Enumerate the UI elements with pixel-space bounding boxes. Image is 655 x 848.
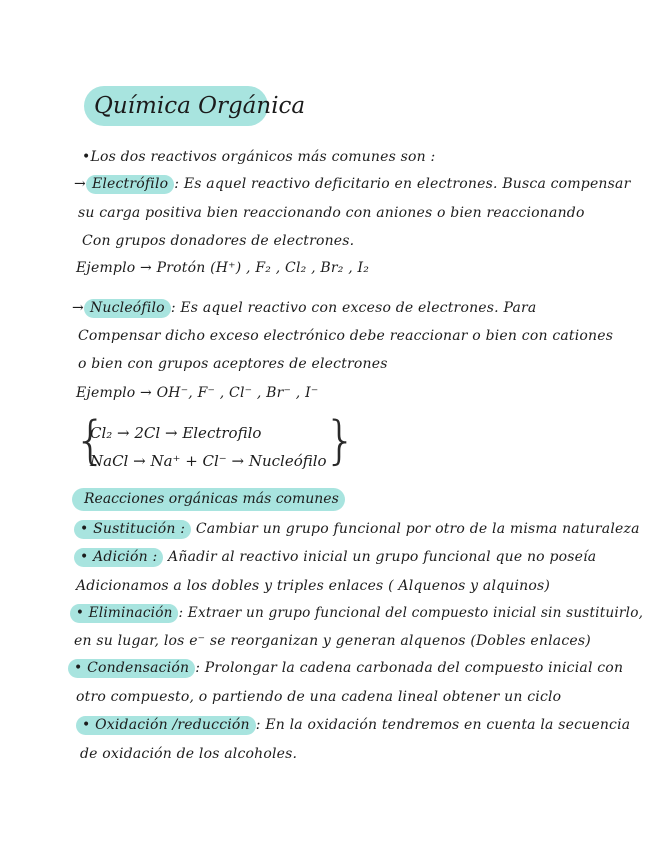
arrow-icon: → <box>72 300 84 316</box>
oxidacion-text: : En la oxidación tendremos en cuenta la secuencia <box>255 717 631 733</box>
oxidacion-term: • Oxidación /reducción <box>76 716 256 735</box>
left-brace: { <box>74 411 108 471</box>
condensacion-line <box>68 659 623 677</box>
electrofilo-term: Electrófilo <box>86 175 174 194</box>
adicion-text: Añadir al reactivo inicial un grupo funcional que no poseía <box>168 549 597 565</box>
nucleofilo-text-1: : Es aquel reactivo con exceso de electrones. Para <box>170 300 537 316</box>
electrofilo-example: Ejemplo → Protón (H⁺) , F₂ , Cl₂ , Br₂ , I₂ <box>76 260 370 276</box>
sustitucion-line <box>74 520 640 538</box>
intro-line: •Los dos reactivos orgánicos más comunes son : <box>82 149 436 165</box>
electrofilo-line-1 <box>74 175 630 193</box>
right-brace: { <box>322 411 356 471</box>
condensacion-term: • Condensación <box>68 659 195 678</box>
title-highlight <box>84 86 306 126</box>
arrow-icon: → <box>74 176 86 192</box>
condensacion-line-2: otro compuesto, o partiendo de una cadena lineal obtener un ciclo <box>76 689 562 705</box>
electrofilo-line-2: su carga positiva bien reaccionando con aniones o bien reaccionando <box>78 205 585 221</box>
sustitucion-text: Cambiar un grupo funcional por otro de la misma naturaleza <box>195 521 640 537</box>
section-title: Reacciones orgánicas más comunes <box>84 491 339 507</box>
eliminacion-term: • Eliminación <box>70 604 178 623</box>
nucleofilo-term: Nucleófilo <box>84 299 171 318</box>
eliminacion-line-2: en su lugar, los e⁻ se reorganizan y generan alquenos (Dobles enlaces) <box>74 633 591 649</box>
electrofilo-line-3: Con grupos donadores de electrones. <box>82 233 355 249</box>
nucleofilo-example: Ejemplo → OH⁻, F⁻ , Cl⁻ , Br⁻ , I⁻ <box>76 385 319 401</box>
nucleofilo-line-3: o bien con grupos aceptores de electrones <box>78 356 388 372</box>
oxidacion-line-2: de oxidación de los alcoholes. <box>80 746 298 762</box>
page-title: Química Orgánica <box>94 93 306 119</box>
eliminacion-text: : Extraer un grupo funcional del compuesto inicial sin sustituirlo, <box>178 605 644 621</box>
nucleofilo-line-2: Compensar dicho exceso electrónico debe reaccionar o bien con cationes <box>78 328 614 344</box>
sustitucion-term: • Sustitución : <box>74 520 191 539</box>
condensacion-text: : Prolongar la cadena carbonada del compuesto inicial con <box>195 660 624 676</box>
reaction-2: NaCl → Na⁺ + Cl⁻ → Nucleófilo <box>90 452 327 470</box>
nucleofilo-line-1 <box>72 299 536 317</box>
reaction-1: Cl₂ → 2Cl → Electrofilo <box>90 424 262 442</box>
oxidacion-line <box>76 716 630 734</box>
section-highlight <box>72 488 345 511</box>
electrofilo-text-1: : Es aquel reactivo deficitario en electrones. Busca compensar <box>174 176 631 192</box>
adicion-line <box>74 548 596 566</box>
adicion-term: • Adición : <box>74 548 163 567</box>
adicion-line-2: Adicionamos a los dobles y triples enlaces ( Alquenos y alquinos) <box>76 578 551 594</box>
eliminacion-line <box>70 604 643 622</box>
